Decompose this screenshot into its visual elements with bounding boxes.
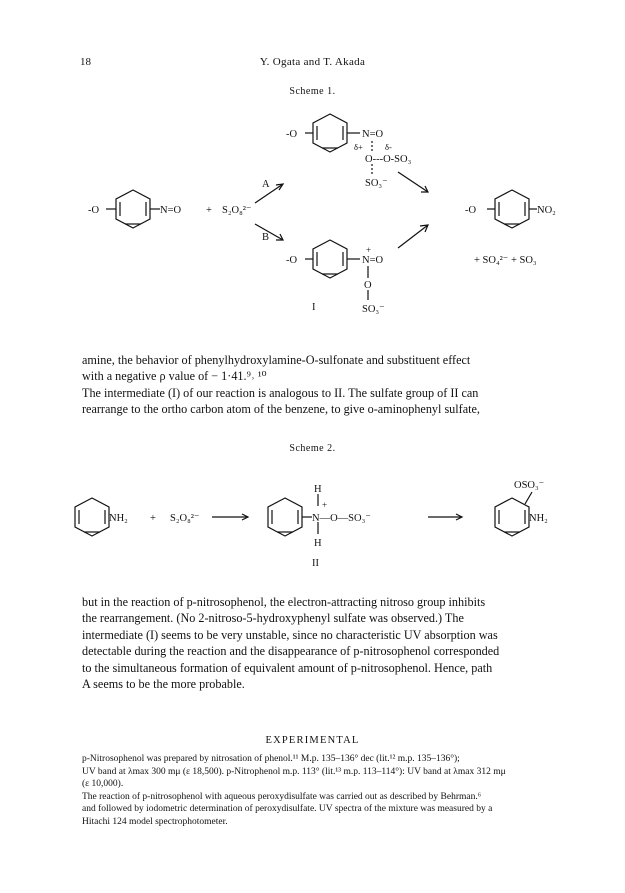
text-line: amine, the behavior of phenylhydroxylamine-O-sulfonate and substituent effect: [82, 353, 471, 367]
ts-o: -O: [286, 129, 298, 140]
arrow-int-product: [398, 225, 428, 248]
ring-reactant: [116, 190, 150, 228]
int-h-top: H: [314, 484, 322, 495]
text-line: the rearrangement. (No 2-nitroso-5-hydroxyphenyl sulfate was observed.) The: [82, 611, 464, 626]
text-line: (ε 10,000).: [82, 779, 124, 790]
ring-intermediate-ii: [268, 498, 302, 536]
product-no2: NO₂: [537, 205, 556, 216]
byproducts: + SO₄²⁻ + SO₃: [474, 255, 537, 266]
persulfate: S₂O₈²⁻: [222, 205, 252, 216]
scheme2-label: Scheme 2.: [289, 443, 336, 454]
ring-intermediate: [313, 240, 347, 278]
text-line: to the simultaneous formation of equivalent amount of p-nitrosophenol. Hence, path: [82, 660, 493, 675]
int-n: N=O: [362, 255, 384, 266]
ts-n: N=O: [362, 129, 384, 140]
reactant-plus: +: [206, 205, 212, 216]
reactant-plus: +: [150, 513, 156, 524]
int-o-bridge: O: [364, 280, 372, 291]
experimental-text: [82, 753, 552, 829]
text-line: with a negative ρ value of − 1·41.⁹˒ ¹⁰: [82, 369, 267, 384]
product-nh2: NH₂: [529, 513, 548, 524]
running-title: Y. Ogata and T. Akada: [259, 56, 366, 68]
arrow-b-label: B: [262, 232, 270, 243]
scheme2-diagram: [0, 462, 625, 572]
persulfate: S₂O₈²⁻: [170, 513, 200, 524]
text-line: UV band at λmax 300 mμ (ε 18,500). p-Nitrophenol m.p. 113° (lit.¹³ m.p. 113–114°): UV band at λmax 312 mμ: [82, 766, 506, 777]
int-label: II: [312, 558, 319, 569]
ts-o-sulfate: O---O-SO₃: [365, 154, 412, 165]
ring-product-sulfate: [495, 498, 529, 536]
int-o: -O: [286, 255, 298, 266]
int-so3: SO₃⁻: [362, 304, 385, 315]
int-plus: +: [366, 245, 372, 255]
page-number: 18: [80, 56, 91, 68]
scheme1-label: Scheme 1.: [289, 86, 336, 97]
arrow-a-label: A: [262, 179, 270, 190]
text-line: The reaction of p-nitrosophenol with aqueous peroxydisulfate was carried out as described by Behrman.⁶: [82, 791, 482, 802]
ts-delta-minus: δ-: [385, 142, 392, 152]
text-line: and followed by iodometric determination of peroxydisulfate. UV spectra of the mixture was measured by a: [82, 804, 493, 815]
reactant-o: -O: [88, 205, 100, 216]
ts-delta-plus: δ+: [354, 142, 363, 152]
int-n: N—O—SO₃⁻: [312, 513, 371, 524]
text-line: The intermediate (I) of our reaction is analogous to II. The sulfate group of II can: [82, 385, 479, 400]
ring-product: [495, 190, 529, 228]
text-line: p-Nitrosophenol was prepared by nitrosation of phenol.¹¹ M.p. 135–136° dec (lit.¹² m.p. 135–136°);: [82, 754, 460, 764]
section-heading-experimental: EXPERIMENTAL: [265, 735, 360, 746]
paragraph-2: [82, 594, 550, 692]
product-oso3: OSO₃⁻: [514, 480, 545, 491]
int-h-bottom: H: [314, 538, 322, 549]
product-o: -O: [465, 205, 477, 216]
text-line: intermediate (I) seems to be very unstable, since no characteristic UV absorption was: [82, 627, 498, 642]
reactant-nh2: NH₂: [109, 513, 128, 524]
int-plus: +: [322, 500, 328, 510]
text-line: A seems to be the more probable.: [82, 677, 245, 692]
ts-so3: SO₃⁻: [365, 178, 388, 189]
int-label: I: [312, 302, 316, 313]
reactant-no: N=O: [160, 205, 182, 216]
ring-ts: [313, 114, 347, 152]
arrow-ts-product: [398, 172, 428, 192]
ring-aniline: [75, 498, 109, 536]
scheme1-diagram: [0, 100, 625, 320]
text-line: Hitachi 124 model spectrophotometer.: [82, 816, 228, 827]
text-line: but in the reaction of p-nitrosophenol, the electron-attracting nitroso group inhibits: [82, 595, 486, 609]
paragraph-1: [82, 352, 550, 418]
text-line: detectable during the reaction and the disappearance of p-nitrosophenol corresponded: [82, 644, 500, 659]
text-line: rearrange to the ortho carbon atom of the benzene, to give o-aminophenyl sulfate,: [82, 402, 480, 417]
